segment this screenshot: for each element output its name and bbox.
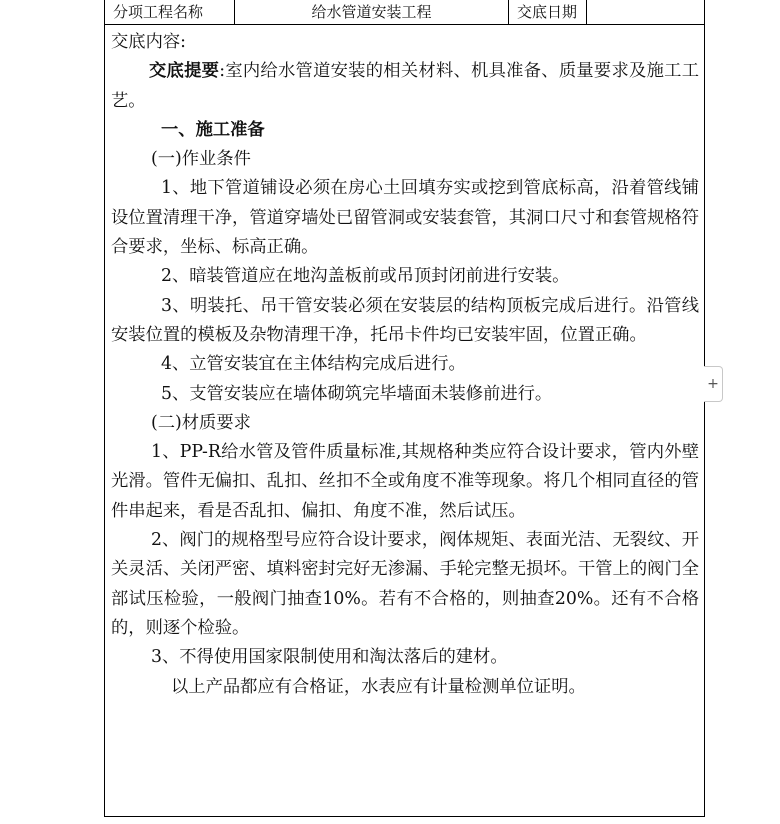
condition-4: 4、立管安装宜在主体结构完成后进行。 (161, 354, 466, 375)
date-value (586, 0, 704, 24)
disclosure-document (104, 0, 705, 817)
closing-note: 以上产品都应有合格证，水表应有计量检测单位证明。 (171, 676, 586, 697)
condition-2: 2、暗装管道应在地沟盖板前或吊顶封闭前进行安装。 (161, 266, 570, 287)
date-label: 交底日期 (508, 0, 587, 24)
material-1: 1、PP-R给水管及管件质量标准,其规格种类应符合设计要求，管内外壁光滑。管件无偏扣、乱扣、丝扣不全或角度不准等现象。将几个相同直径的管件串起来，看是否乱扣、偏扣、角度不准，然后试压。 (111, 442, 699, 521)
project-label: 分项工程名称 (105, 0, 235, 24)
summary-paragraph (111, 57, 699, 116)
condition-5: 5、支管安装应在墙体砌筑完毕墙面未装修前进行。 (161, 383, 553, 404)
content-body (111, 28, 699, 702)
project-name: 给水管道安装工程 (235, 0, 509, 24)
summary-text: :室内给水管道安装的相关材料、机具准备、质量要求及施工工艺。 (111, 61, 699, 111)
material-3: 3、不得使用国家限制使用和淘汰落后的建材。 (151, 647, 508, 668)
condition-1: 1、地下管道铺设必须在房心土回填夯实或挖到管底标高，沿着管线铺设位置清理干净，管道穿墙处已留管洞或安装套管，其洞口尺寸和套管规格符合要求，坐标、标高正确。 (111, 178, 699, 258)
intro-label: 交底内容: (111, 32, 186, 52)
sub1-title: (一)作业条件 (151, 149, 251, 170)
sub2-title: (二)材质要求 (151, 412, 251, 433)
material-2: 2、阀门的规格型号应符合设计要求，阀体规矩、表面光洁、无裂纹、开关灵活、关闭严密、填料密封完好无渗漏、手轮完整无损坏。干管上的阀门全部试压检验，一般阀门抽查10%。若有不合格的，则抽查20%。还有不合格的，则逐个检验。 (111, 530, 699, 638)
header-row (105, 0, 704, 25)
add-section-button[interactable]: + (704, 366, 723, 402)
summary-label: 交底提要 (149, 61, 220, 82)
condition-3: 3、明装托、吊干管安装必须在安装层的结构顶板完成后进行。沿管线安装位置的模板及杂物清理干净，托吊卡件均已安装牢固，位置正确。 (111, 295, 699, 345)
section1-title: 一、施工准备 (161, 119, 265, 140)
